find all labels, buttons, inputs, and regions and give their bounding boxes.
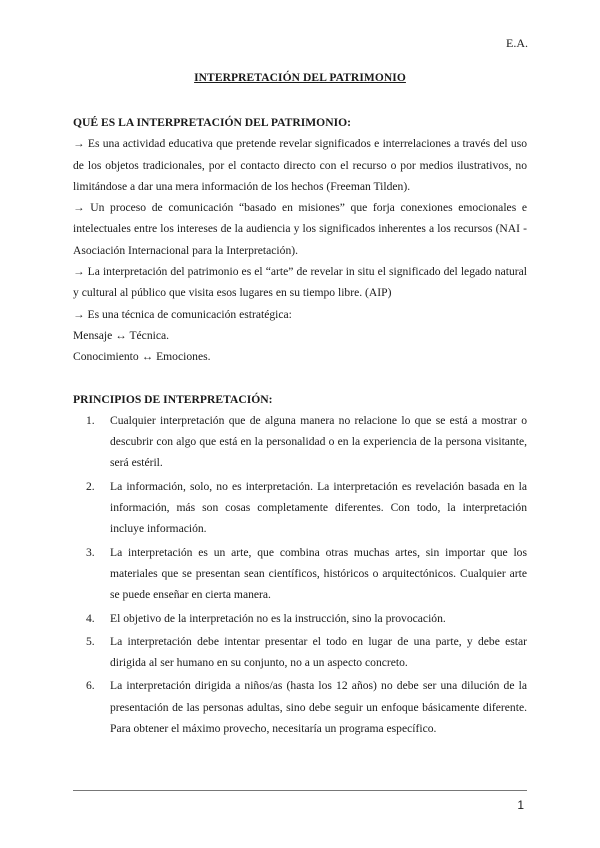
list-item-text: Cualquier interpretación que de alguna manera no relacione lo que se está a mostrar o descubrir con algo que está en la personalidad o en la experiencia de la persona visitante, será estéril. xyxy=(110,413,527,470)
definition-line: Conocimiento ↔ Emociones. xyxy=(73,350,211,364)
definition-paragraph: → Es una técnica de comunicación estratégica: xyxy=(73,307,292,321)
list-item-number: 4. xyxy=(86,611,95,625)
list-item xyxy=(86,608,527,629)
definition-paragraph: → Un proceso de comunicación “basado en misiones” que forja conexiones emocionales e intelectuales entre los intereses de la audiencia y los significados inherentes a los recursos (NAI - Asociación Internacional para la Interpretación). xyxy=(73,201,527,257)
section-heading-que-es: QUÉ ES LA INTERPRETACIÓN DEL PATRIMONIO: xyxy=(73,116,351,129)
list-item-text: La interpretación debe intentar presentar el todo en lugar de una parte, y debe estar dirigida al ser humano en su conjunto, no a un aspecto concreto. xyxy=(110,634,527,670)
list-item-number: 3. xyxy=(86,545,95,559)
document-title: INTERPRETACIÓN DEL PATRIMONIO xyxy=(194,72,406,84)
list-item-text: La interpretación dirigida a niños/as (hasta los 12 años) no debe ser una dilución de la presentación de las personas adultas, sino debe seguir un enfoque básicamente diferente. Para obtener el máximo provecho, necesitaría un programa específico. xyxy=(110,679,527,736)
list-item-number: 1. xyxy=(86,413,95,427)
page-number: 1 xyxy=(517,798,524,812)
list-item-number: 6. xyxy=(86,679,95,693)
list-item xyxy=(86,675,527,739)
list-item xyxy=(86,542,527,606)
definition-paragraph: → Es una actividad educativa que pretende revelar significados e interrelaciones a través del uso de los objetos tradicionales, por el contacto directo con el recurso o por medios ilustrativos, no limitándose a dar una mera información de los hechos (Freeman Tilden). xyxy=(73,137,527,193)
list-item-text: El objetivo de la interpretación no es la instrucción, sino la provocación. xyxy=(110,611,446,625)
list-item-number: 5. xyxy=(86,634,95,648)
document-body xyxy=(73,112,527,741)
definition-paragraph: → La interpretación del patrimonio es el “arte” de revelar in situ el significado del legado natural y cultural al público que visita esos lugares en su tiempo libre. (AIP) xyxy=(73,265,527,300)
list-item-number: 2. xyxy=(86,479,95,493)
principles-list xyxy=(73,410,527,739)
list-item xyxy=(86,631,527,674)
list-item xyxy=(86,410,527,474)
list-item-text: La interpretación es un arte, que combina otras muchas artes, sin importar que los materiales que se presentan sean científicos, históricos o arquitectónicos. Cualquier arte se puede enseñar en cierta manera. xyxy=(110,545,527,602)
footer-divider xyxy=(73,790,527,791)
header-initials: E.A. xyxy=(506,36,528,50)
list-item xyxy=(86,476,527,540)
definition-line: Mensaje ↔ Técnica. xyxy=(73,328,170,342)
list-item-text: La información, solo, no es interpretación. La interpretación es revelación basada en la información, más son cosas completamente diferentes. Con todo, la interpretación incluye información. xyxy=(110,479,527,536)
section-heading-principios: PRINCIPIOS DE INTERPRETACIÓN: xyxy=(73,392,273,406)
